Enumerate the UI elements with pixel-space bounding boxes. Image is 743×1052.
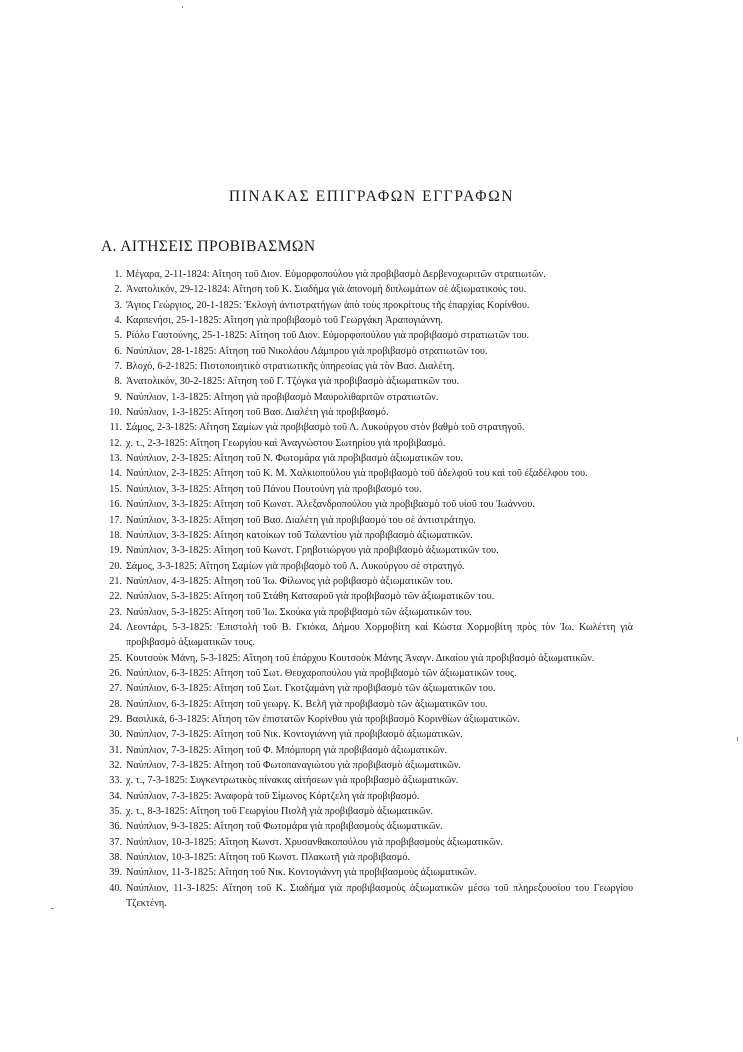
entry-number: 36. bbox=[109, 821, 122, 833]
entry-number: 35. bbox=[109, 806, 122, 818]
entry-text: Ναύπλιον, 6-3-1825: Αἴτηση τοῦ Σωτ. Θεοχαροπούλου γιὰ προβιβασμὸ τῶν ἀξιωματικῶν τους. bbox=[126, 667, 517, 679]
entry-number: 27. bbox=[109, 683, 122, 695]
list-item bbox=[103, 497, 633, 512]
entry-text: Ναύπλιον, 3-3-1825: Αἴτηση τοῦ Κωνστ. Ἀλεξανδροπούλου γιὰ προβιβασμὸ τοῦ υἱοῦ του Ἰωάννου. bbox=[126, 499, 535, 511]
entry-text: Κουτσοὺκ Μάνη, 5-3-1825: Αἴτηση τοῦ ἐπάρχου Κουτσοὺκ Μάνης Ἀναγν. Δικαίου γιὰ προβιβασμὸ ἀξιωματικῶν. bbox=[126, 652, 595, 664]
entry-text: Ναύπλιον, 3-3-1825: Αἴτηση τοῦ Κωνστ. Γρηβοτιώργου γιὰ προβιβασμὸ ἀξιωματικῶν του. bbox=[126, 545, 499, 557]
entry-text: Ναύπλιον, 7-3-1825: Αἴτηση τοῦ Φ. Μπόμπορη γιὰ προβιβασμὸ ἀξιωματικῶν. bbox=[126, 744, 447, 756]
list-item bbox=[103, 513, 633, 528]
list-item bbox=[103, 589, 633, 604]
entry-number: 29. bbox=[109, 713, 122, 725]
entry-number: 23. bbox=[109, 606, 122, 618]
entry-text: Ναύπλιον, 11-3-1825: Αἴτηση τοῦ Κ. Σιαδήμα γιὰ προβιβασμοὺς ἀξιωματικῶν μέσω τοῦ πληρεξουσίου του Γεωργίου Τζεκτένη. bbox=[126, 882, 633, 910]
entry-text: Ναύπλιον, 10-3-1825: Αἴτηση Κωνστ. Χρυσανθακοπούλου γιὰ προβιβασμοὺς ἀξιωματικῶν. bbox=[126, 836, 503, 848]
entry-text: χ. τ., 7-3-1825: Συγκεντρωτικὸς πίνακας αἰτήσεων γιὰ προβιβασμὸ ἀξιωματικῶν. bbox=[126, 775, 459, 787]
list-item bbox=[103, 482, 633, 497]
entry-text: Ναύπλιον, 7-3-1825: Ἀναφορὰ τοῦ Σίμωνος Κόρτζελη γιὰ προβιβασμό. bbox=[126, 790, 420, 802]
list-item bbox=[103, 313, 633, 328]
scan-mark-right bbox=[737, 737, 738, 741]
list-item bbox=[103, 605, 633, 620]
list-item bbox=[103, 758, 633, 773]
scan-mark-left bbox=[51, 908, 54, 909]
list-item bbox=[103, 344, 633, 359]
list-item bbox=[103, 543, 633, 558]
entry-text: Ναύπλιον, 2-3-1825: Αἴτηση τοῦ Κ. Μ. Χαλκιοπούλου γιὰ προβιβασμὸ τοῦ ἀδελφοῦ του καὶ τοῦ ἐξαδέλφου του. bbox=[126, 468, 588, 480]
list-item bbox=[103, 559, 633, 574]
list-item bbox=[103, 681, 633, 696]
entry-text: Ναύπλιον, 6-3-1825: Αἴτηση τοῦ Σωτ. Γκοτζαμάνη γιὰ προβιβασμὸ τῶν ἀξιωματικῶν του. bbox=[126, 683, 496, 695]
entry-text: Σάμος, 3-3-1825: Αἴτηση Σαμίων γιὰ προβιβασμὸ τοῦ Λ. Λυκούργου σὲ στρατηγό. bbox=[126, 560, 465, 572]
entry-text: Ναύπλιον, 9-3-1825: Αἴτηση τοῦ Φωτομάρα γιὰ προβιβασμοὺς ἀξιωματικῶν. bbox=[126, 821, 443, 833]
entry-number: 28. bbox=[109, 698, 122, 710]
entry-text: Ναύπλιον, 3-3-1825: Αἴτηση τοῦ Βασ. Διαλέτη γιὰ προβιβασμό του σὲ ἀντιστράτηγο. bbox=[126, 514, 476, 526]
entry-text: Ναύπλιον, 7-3-1825: Αἴτηση τοῦ Φωτοπαναγιώτου γιὰ προβιβασμὸ ἀξιωματικῶν. bbox=[126, 760, 461, 771]
list-item bbox=[103, 574, 633, 589]
list-item bbox=[103, 819, 633, 834]
list-item bbox=[103, 743, 633, 758]
list-item bbox=[103, 651, 633, 666]
list-item bbox=[103, 712, 633, 727]
entry-text: Ναύπλιον, 11-3-1825: Αἴτηση τοῦ Νικ. Κοντογιάννη γιὰ προβιβασμοὺς ἀξιωματικῶν. bbox=[126, 867, 477, 879]
entry-text: Ναύπλιον, 1-3-1825: Αἴτηση τοῦ Βασ. Διαλέτη γιὰ προβιβασμό. bbox=[126, 407, 389, 419]
entry-number: 34. bbox=[109, 790, 122, 802]
list-item bbox=[103, 773, 633, 788]
entry-text: χ. τ., 8-3-1825: Αἴτηση τοῦ Γεωργίου Πισλῆ γιὰ προβιβασμὸ ἀξιωματικῶν. bbox=[126, 806, 433, 818]
entry-number: 8. bbox=[114, 376, 122, 388]
list-item bbox=[103, 466, 633, 481]
entry-text: Μέγαρα, 2-11-1824: Αἴτηση τοῦ Διον. Εὐμορφοπούλου γιὰ προβιβασμὸ Δερβενοχωριτῶν στρατιωτῶν. bbox=[126, 269, 546, 280]
entry-number: 31. bbox=[109, 744, 122, 756]
entry-number: 6. bbox=[114, 345, 122, 357]
list-item bbox=[103, 881, 633, 912]
entry-number: 1. bbox=[114, 269, 122, 280]
entry-text: Ἀνατολικόν, 29-12-1824: Αἴτηση τοῦ Κ. Σιαδήμα γιὰ ἀπονομὴ διπλωμάτων σὲ ἀξιωματικούς του. bbox=[126, 284, 527, 296]
entry-number: 4. bbox=[114, 315, 122, 327]
section-heading: Α. ΑΙΤΗΣΕΙΣ ΠΡΟΒΙΒΑΣΜΩΝ bbox=[101, 238, 316, 255]
list-item bbox=[103, 420, 633, 435]
entry-text: Ναύπλιον, 5-3-1825: Αἴτηση τοῦ Ἰω. Σκούκα γιὰ προβιβασμὸ τῶν ἀξιωματικῶν του. bbox=[126, 606, 472, 618]
list-item bbox=[103, 666, 633, 681]
entry-number: 15. bbox=[109, 483, 122, 495]
list-item bbox=[103, 390, 633, 405]
list-item bbox=[103, 328, 633, 343]
entry-number: 2. bbox=[114, 284, 122, 296]
list-item bbox=[103, 835, 633, 850]
list-item bbox=[103, 697, 633, 712]
list-item bbox=[103, 789, 633, 804]
entry-number: 12. bbox=[109, 437, 122, 449]
entry-number: 9. bbox=[114, 391, 122, 403]
entry-number: 5. bbox=[114, 330, 122, 342]
list-item bbox=[103, 620, 633, 651]
entry-text: χ. τ., 2-3-1825: Αἴτηση Γεωργίου καὶ Ἀναγνώστου Σωτηρίου γιὰ προβιβασμό. bbox=[126, 437, 446, 449]
list-item bbox=[103, 359, 633, 374]
entry-text: Ναύπλιον, 5-3-1825: Αἴτηση τοῦ Στάθη Κατσαροῦ γιὰ προβιβασμὸ τῶν ἀξιωματικῶν του. bbox=[126, 591, 495, 603]
list-item bbox=[103, 405, 633, 420]
entry-text: Ναύπλιον, 6-3-1825: Αἴτηση τοῦ γεωργ. Κ. Βελῆ γιὰ προβιβασμὸ τῶν ἀξιωματικῶν του. bbox=[126, 698, 488, 710]
entry-text: Καρπενήσι, 25-1-1825: Αἴτηση γιὰ προβιβασμὸ τοῦ Γεωργάκη Ἀραπογιάννη. bbox=[126, 315, 443, 327]
entry-number: 32. bbox=[109, 760, 122, 771]
list-item bbox=[103, 267, 633, 282]
entry-number: 38. bbox=[109, 852, 122, 864]
entry-number: 11. bbox=[109, 422, 122, 434]
entry-number: 3. bbox=[114, 299, 122, 311]
list-item bbox=[103, 865, 633, 880]
entry-number: 30. bbox=[109, 729, 122, 741]
entry-number: 14. bbox=[109, 468, 122, 480]
entry-number: 10. bbox=[109, 407, 122, 419]
entry-number: 22. bbox=[109, 591, 122, 603]
entry-number: 37. bbox=[109, 836, 122, 848]
entry-number: 13. bbox=[109, 453, 122, 465]
entry-number: 19. bbox=[109, 545, 122, 557]
entry-text: Λεοντάρι, 5-3-1825: Ἐπιστολὴ τοῦ Β. Γκιόκα, Δήμου Χορμοβίτη καὶ Κώστα Χορμοβίτη πρὸς τὸν Ἰω. Κωλέττη γιὰ προβιβασμὸ ἀξιωματικῶν τους. bbox=[126, 621, 633, 649]
list-item bbox=[103, 451, 633, 466]
entry-text: Βασιλικά, 6-3-1825: Αἴτηση τῶν ἐπιστατῶν Κορίνθου γιὰ προβιβασμὸ Κορινθίων ἀξιωματικῶν. bbox=[126, 713, 520, 725]
entry-text: Ἀνατολικόν, 30-2-1825: Αἴτηση τοῦ Γ. Τζόγκα γιὰ προβιβασμὸ ἀξιωματικῶν του. bbox=[126, 376, 460, 388]
list-item bbox=[103, 436, 633, 451]
list-item bbox=[103, 528, 633, 543]
entry-text: Ναύπλιον, 3-3-1825: Αἴτηση τοῦ Πάνου Πουτούνη γιὰ προβιβασμό του. bbox=[126, 483, 422, 495]
list-item bbox=[103, 850, 633, 865]
entry-number: 17. bbox=[109, 514, 122, 526]
list-item bbox=[103, 282, 633, 297]
entry-text: Σάμος, 2-3-1825: Αἴτηση Σαμίων γιὰ προβιβασμὸ τοῦ Λ. Λυκούργου στὸν βαθμὸ τοῦ στρατηγοῦ. bbox=[126, 422, 525, 434]
list-item bbox=[103, 374, 633, 389]
entry-number: 16. bbox=[109, 499, 122, 511]
entry-text: Ναύπλιον, 10-3-1825: Αἴτηση τοῦ Κωνστ. Πλακωτῆ γιὰ προβιβασμό. bbox=[126, 852, 410, 864]
entry-number: 25. bbox=[109, 652, 122, 664]
entry-number: 40. bbox=[109, 882, 122, 894]
entry-number: 24. bbox=[109, 621, 122, 633]
entry-number: 39. bbox=[109, 867, 122, 879]
entry-number: 21. bbox=[109, 575, 122, 587]
entry-number: 26. bbox=[109, 667, 122, 679]
entry-number: 20. bbox=[109, 560, 122, 572]
entry-text: Ναύπλιον, 4-3-1825: Αἴτηση τοῦ Ἰω. Φίλωνος γιὰ ροβιβασμὸ ἀξιωματικῶν του. bbox=[126, 575, 453, 587]
entry-text: Ναύπλιον, 3-3-1825: Αἴτηση κατοίκων τοῦ Ταλαντίου γιὰ προβιβασμὸ ἀξιωματικῶν. bbox=[126, 529, 473, 541]
entry-text: Ναύπλιον, 7-3-1825: Αἴτηση τοῦ Νικ. Κοντογιάννη γιὰ προβιβασμὸ ἀξιωματικῶν. bbox=[126, 729, 463, 741]
entry-text: Ἅγιος Γεώργιος, 20-1-1825: Ἐκλογὴ ἀντιστρατήγων ἀπὸ τοὺς προκρίτους τῆς ἐπαρχίας Κορίνθου. bbox=[126, 299, 530, 311]
entry-number: 7. bbox=[114, 361, 122, 373]
entry-text: Ναύπλιον, 28-1-1825: Αἴτηση τοῦ Νικολάου Λάμπρου γιὰ προβιβασμὸ στρατιωτῶν του. bbox=[126, 345, 488, 357]
entry-text: Βλοχό, 6-2-1825: Πιστοποιητικὸ στρατιωτικῆς ὑπηρεσίας γιὰ τὸν Βασ. Διαλέτη. bbox=[126, 361, 455, 373]
entry-list bbox=[103, 267, 633, 911]
list-item bbox=[103, 804, 633, 819]
list-item bbox=[103, 727, 633, 742]
entry-text: Ναύπλιον, 1-3-1825: Αἴτηση γιὰ προβιβασμὸ Μαυρολιθαριτῶν στρατιωτῶν. bbox=[126, 391, 439, 403]
scan-mark-top bbox=[182, 6, 183, 8]
page-title: ΠΙΝΑΚΑΣ ΕΠΙΓΡΑΦΩΝ ΕΓΓΡΑΦΩΝ bbox=[228, 188, 515, 205]
entry-number: 33. bbox=[109, 775, 122, 787]
list-item bbox=[103, 298, 633, 313]
entry-number: 18. bbox=[109, 529, 122, 541]
entry-text: Ναύπλιον, 2-3-1825: Αἴτηση τοῦ Ν. Φωτομάρα γιὰ προβιβασμὸ ἀξιωματικῶν του. bbox=[126, 453, 463, 465]
entry-text: Ρίόλο Γαστούνης, 25-1-1825: Αἴτηση τοῦ Διον. Εὐμορφοπούλου γιὰ προβιβασμὸ στρατιωτῶν του. bbox=[126, 330, 530, 342]
